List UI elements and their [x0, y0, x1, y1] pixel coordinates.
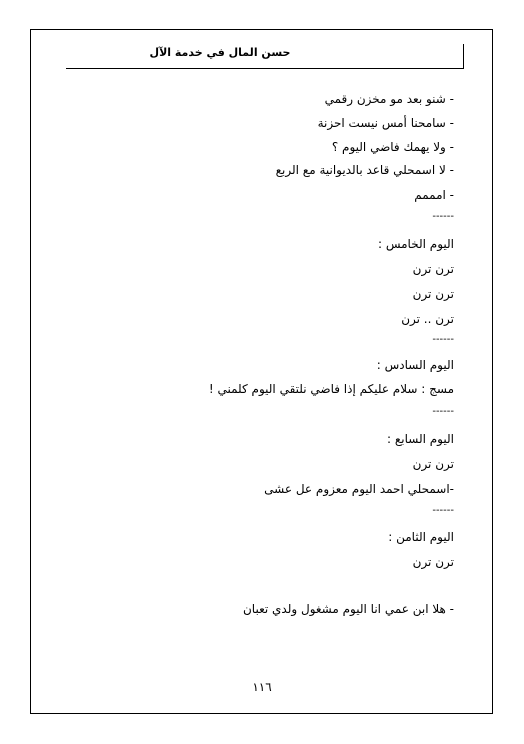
ring-line: ترن ترن — [412, 287, 454, 301]
dialogue-line: - سامحنا أمس نيست احزنة — [317, 116, 454, 130]
day-heading: اليوم السابع : — [387, 432, 454, 446]
dialogue-line: - هلا ابن عمي انا اليوم مشغول ولدي تعبان — [242, 602, 454, 616]
running-header-title: حسن المال في خدمة الآل — [149, 46, 291, 59]
header-rule — [66, 68, 464, 69]
separator: ------ — [432, 211, 454, 222]
dialogue-line: -اسمحلي احمد اليوم معزوم عل عشى — [264, 482, 454, 496]
dialogue-line: - شنو بعد مو مخزن رقمي — [324, 92, 454, 106]
dialogue-line: - امممم — [414, 188, 454, 202]
day-heading: اليوم السادس : — [376, 358, 454, 372]
dialogue-line: - لا اسمحلي قاعد بالديوانية مع الربع — [275, 163, 454, 177]
separator: ------ — [432, 334, 454, 345]
separator: ------ — [432, 505, 454, 516]
ring-line: ترن ترن — [412, 262, 454, 276]
ring-line: ترن ترن — [412, 555, 454, 569]
header-rule-tick — [463, 44, 464, 69]
day-heading: اليوم الثامن : — [388, 530, 454, 544]
page-number: ١١٦ — [252, 680, 272, 694]
message-line: مسج : سلام عليكم إذا فاضي نلتقي اليوم كلمني ! — [208, 382, 454, 396]
day-heading: اليوم الخامس : — [377, 237, 454, 251]
dialogue-line: - ولا يهمك فاضي اليوم ؟ — [331, 140, 454, 154]
ring-line: ترن .. ترن — [401, 312, 454, 326]
separator: ------ — [432, 406, 454, 417]
ring-line: ترن ترن — [412, 457, 454, 471]
